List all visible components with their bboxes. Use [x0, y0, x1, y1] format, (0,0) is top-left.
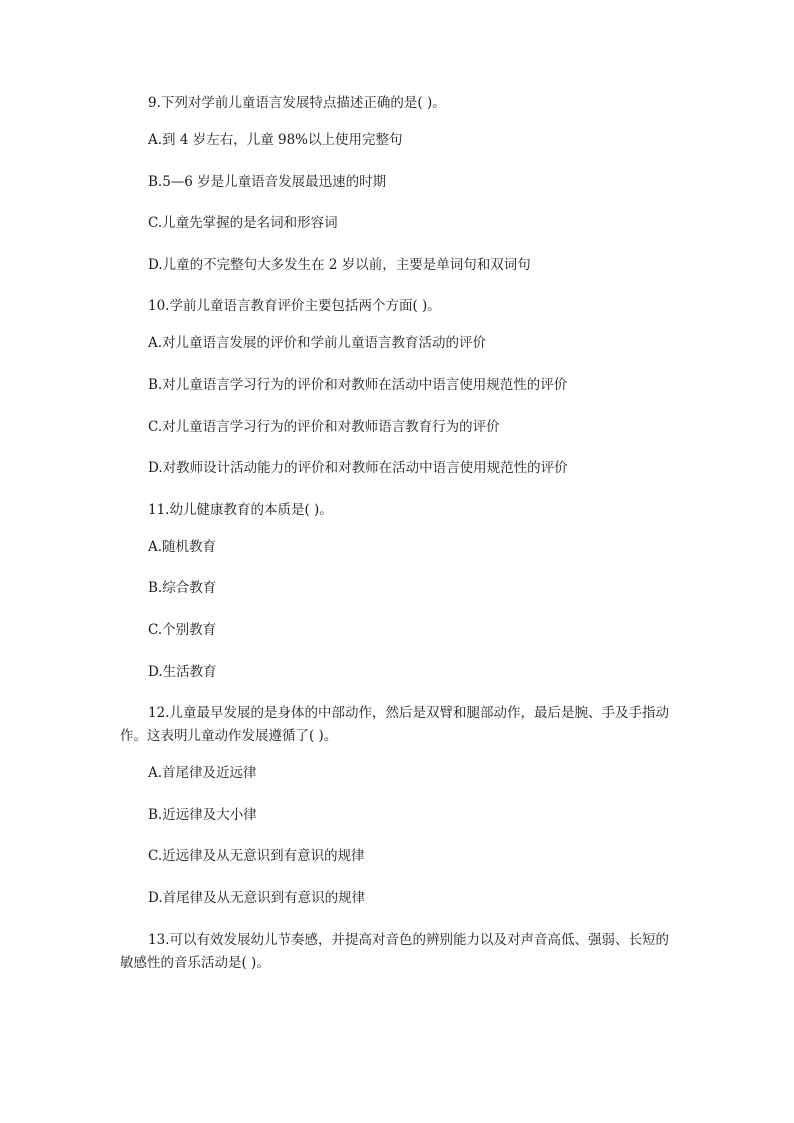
option-a: A.到 4 岁左右，儿童 98%以上使用完整句: [148, 132, 403, 148]
question-9: [120, 92, 680, 277]
option-d: D.生活教育: [148, 663, 217, 680]
option-b: B.对儿童语言学习行为的评价和对教师在活动中语言使用规范性的评价: [148, 376, 568, 393]
option-d: D.对教师设计活动能力的评价和对教师在活动中语言使用规范性的评价: [148, 460, 568, 477]
option-a: A.对儿童语言发展的评价和学前儿童语言教育活动的评价: [148, 335, 487, 352]
question-13: [120, 929, 680, 975]
document-page: [120, 92, 680, 989]
option-b: B.5—6 岁是儿童语音发展最迅速的时期: [148, 173, 387, 190]
question-10: [120, 295, 680, 480]
question-11: [120, 499, 680, 684]
option-c: C.个别教育: [148, 621, 217, 638]
option-c: C.近远律及从无意识到有意识的规律: [148, 848, 365, 865]
question-stem: 10.学前儿童语言教育评价主要包括两个方面( )。: [148, 298, 441, 315]
option-c: C.对儿童语言学习行为的评价和对教师语言教育行为的评价: [148, 418, 500, 435]
option-b: B.近远律及大小律: [148, 806, 257, 823]
option-c: C.儿童先掌握的是名词和形容词: [148, 215, 338, 232]
question-stem: 11.幼儿健康教育的本质是( )。: [148, 501, 333, 518]
option-a: A.随机教育: [148, 538, 217, 555]
option-d: D.儿童的不完整句大多发生在 2 岁以前，主要是单词句和双词句: [148, 256, 531, 273]
option-b: B.综合教育: [148, 580, 217, 597]
option-d: D.首尾律及从无意识到有意识的规律: [148, 889, 366, 906]
question-stem: 9.下列对学前儿童语言发展特点描述正确的是( )。: [148, 95, 446, 111]
question-stem: 13.可以有效发展幼儿节奏感，并提高对音色的辨别能力以及对声音高低、强弱、长短的敏感性的音乐活动是( )。: [120, 931, 669, 971]
option-a: A.首尾律及近远律: [148, 765, 257, 782]
question-12: [120, 702, 680, 910]
question-stem: 12.儿童最早发展的是身体的中部动作，然后是双臂和腿部动作，最后是腕、手及手指动作。这表明儿童动作发展遵循了( )。: [120, 705, 669, 745]
